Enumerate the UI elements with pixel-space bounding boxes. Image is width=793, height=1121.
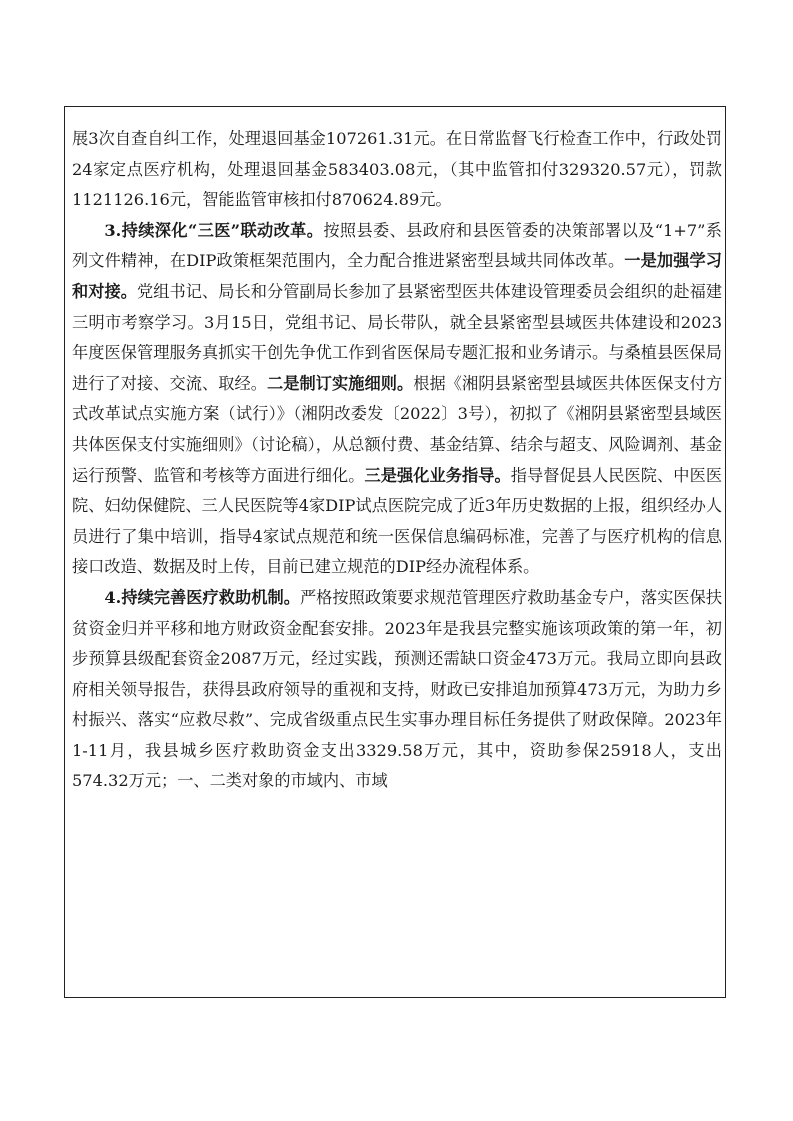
section-3-text-1: 按照县委、县政府和县医管委的决策部署以及“1+7”系列文件精神，在DIP政策框架范围内，全力配合推进紧密型县域共同体改革。: [72, 220, 722, 271]
document-body: [72, 124, 722, 797]
paragraph-3: [72, 583, 722, 797]
section-3-text-4: 指导督促县人民医院、中医医院、妇幼保健院、三人民医院等4家DIP试点医院完成了近3年历史数据的上报，组织经办人员进行了集中培训，指导4家试点规范和统一医保信息编码标准，完善了与医疗机构的信息接口改造、数据及时上传，目前已建立规范的DIP经办流程体系。: [72, 465, 723, 577]
section-3-heading: 3.持续深化“三医”联动改革。: [104, 220, 324, 240]
section-3-point-3: 三是强化业务指导。: [364, 465, 511, 485]
section-3-text-2: 党组书记、局长和分管副局长参加了县紧密型医共体建设管理委员会组织的赴福建三明市考察学习。3月15日，党组书记、局长带队，就全县紧密型县域医共体建设和2023年度医保管理服务真抓实干创先争优工作到省医保局专题汇报和业务请示。与桑植县医保局进行了对接、交流、取经。: [72, 281, 723, 393]
section-3-text-3: 根据《湘阴县紧密型县域医共体医保支付方式改革试点实施方案（试行）》（湘阴改委发〔2022〕3号），初拟了《湘阴县紧密型县域医共体医保支付实施细则》（讨论稿），从总额付费、基金结算、结余与超支、风险调剂、基金运行预警、监管和考核等方面进行细化。: [72, 373, 723, 485]
paragraph-2: [72, 216, 722, 583]
section-3-point-1: 一是加强学习和对接。: [72, 251, 722, 301]
paragraph-1: 展3次自查自纠工作，处理退回基金107261.31元。在日常监督飞行检查工作中，行政处罚24家定点医疗机构，处理退回基金583403.08元，（其中监管扣付329320.57元），罚款1121126.16元，智能监管审核扣付870624.89元。: [72, 129, 722, 210]
section-3-point-2: 二是制订实施细则。: [267, 373, 414, 393]
section-4-text: 严格按照政策要求规范管理医疗救助基金专户，落实医保扶贫资金归并平移和地方财政资金配套安排。2023年是我县完整实施该项政策的第一年，初步预算县级配套资金2087万元，经过实践，预测还需缺口资金473万元。我局立即向县政府相关领导报告，获得县政府领导的重视和支持，财政已安排追加预算473万元，为助力乡村振兴、落实“应救尽救”、完成省级重点民生实事办理目标任务提供了财政保障。2023年1-11月，我县城乡医疗救助资金支出3329.58万元，其中，资助参保25918人，支出574.32万元；一、二类对象的市域内、市域: [72, 587, 723, 791]
section-4-heading: 4.持续完善医疗救助机制。: [104, 587, 300, 607]
